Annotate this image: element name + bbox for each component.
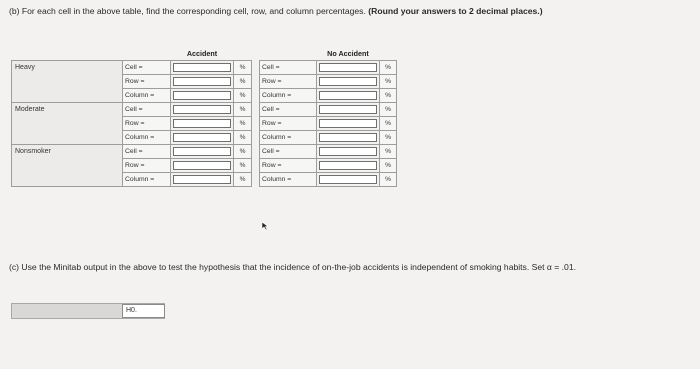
column-gap [252,103,260,117]
accident-input[interactable] [173,119,231,128]
accident-label: Column = [123,173,171,187]
no-accident-input[interactable] [319,77,377,86]
no-accident-input[interactable] [319,175,377,184]
percent-sign: % [380,103,397,117]
accident-input-cell [171,103,234,117]
table-body [12,61,397,187]
no-accident-label: Column = [260,89,317,103]
percent-sign: % [234,103,252,117]
no-accident-label: Row = [260,159,317,173]
row-name: Nonsmoker [12,145,123,187]
percent-sign: % [380,131,397,145]
no-accident-label: Row = [260,75,317,89]
column-gap [252,131,260,145]
accident-input-cell [171,61,234,75]
table-row [12,61,397,75]
accident-input-cell [171,131,234,145]
no-accident-input[interactable] [319,133,377,142]
percent-sign: % [234,117,252,131]
table-row [12,145,397,159]
accident-input[interactable] [173,133,231,142]
no-accident-input-cell [317,75,380,89]
hypothesis-dropdown[interactable]: H0. [122,304,165,318]
no-accident-input-cell [317,131,380,145]
accident-label: Column = [123,89,171,103]
accident-label: Cell = [123,103,171,117]
row-name: Heavy [12,61,123,103]
no-accident-label: Row = [260,117,317,131]
header-no-accident: No Accident [327,49,369,58]
accident-input[interactable] [173,175,231,184]
table-row [12,103,397,117]
percent-sign: % [234,89,252,103]
no-accident-input-cell [317,117,380,131]
no-accident-input-cell [317,159,380,173]
percent-sign: % [234,61,252,75]
accident-input[interactable] [173,91,231,100]
no-accident-label: Cell = [260,103,317,117]
accident-label: Cell = [123,61,171,75]
percent-sign: % [234,159,252,173]
no-accident-label: Column = [260,131,317,145]
percent-sign: % [380,159,397,173]
part-c-question: (c) Use the Minitab output in the above to test the hypothesis that the incidence of on-the-job accidents is independent of smoking habits. Set α = .01. [9,262,577,272]
percent-sign: % [234,145,252,159]
accident-input-cell [171,75,234,89]
no-accident-input[interactable] [319,63,377,72]
percent-sign: % [380,61,397,75]
accident-input-cell [171,117,234,131]
no-accident-label: Cell = [260,145,317,159]
no-accident-input[interactable] [319,161,377,170]
column-gap [252,61,260,75]
column-gap [252,75,260,89]
accident-label: Cell = [123,145,171,159]
accident-input[interactable] [173,63,231,72]
column-gap [252,159,260,173]
column-gap [252,117,260,131]
no-accident-input-cell [317,145,380,159]
mouse-cursor-icon [261,221,269,231]
accident-label: Row = [123,117,171,131]
no-accident-input-cell [317,61,380,75]
column-gap [252,173,260,187]
percentages-table [11,47,397,187]
accident-input-cell [171,145,234,159]
no-accident-label: Cell = [260,61,317,75]
no-accident-input[interactable] [319,105,377,114]
no-accident-input-cell [317,173,380,187]
accident-input[interactable] [173,77,231,86]
percent-sign: % [234,173,252,187]
percent-sign: % [380,117,397,131]
accident-label: Row = [123,75,171,89]
accident-label: Row = [123,159,171,173]
no-accident-input-cell [317,103,380,117]
no-accident-label: Column = [260,173,317,187]
accident-input[interactable] [173,105,231,114]
column-gap [252,145,260,159]
accident-input[interactable] [173,161,231,170]
accident-input[interactable] [173,147,231,156]
accident-input-cell [171,159,234,173]
no-accident-input[interactable] [319,91,377,100]
percent-sign: % [380,145,397,159]
percent-sign: % [380,75,397,89]
accident-label: Column = [123,131,171,145]
percent-sign: % [234,131,252,145]
accident-input-cell [171,173,234,187]
percent-sign: % [234,75,252,89]
no-accident-input[interactable] [319,147,377,156]
no-accident-input-cell [317,89,380,103]
part-b-emphasis: (Round your answers to 2 decimal places.) [368,6,543,16]
percent-sign: % [380,89,397,103]
accident-input-cell [171,89,234,103]
row-name: Moderate [12,103,123,145]
part-b-instructions [9,6,669,17]
no-accident-input[interactable] [319,119,377,128]
column-gap [252,89,260,103]
percent-sign: % [380,173,397,187]
header-accident: Accident [186,49,218,58]
part-b-prefix: (b) For each cell in the above table, find the corresponding cell, row, and column percentages. [9,6,366,16]
